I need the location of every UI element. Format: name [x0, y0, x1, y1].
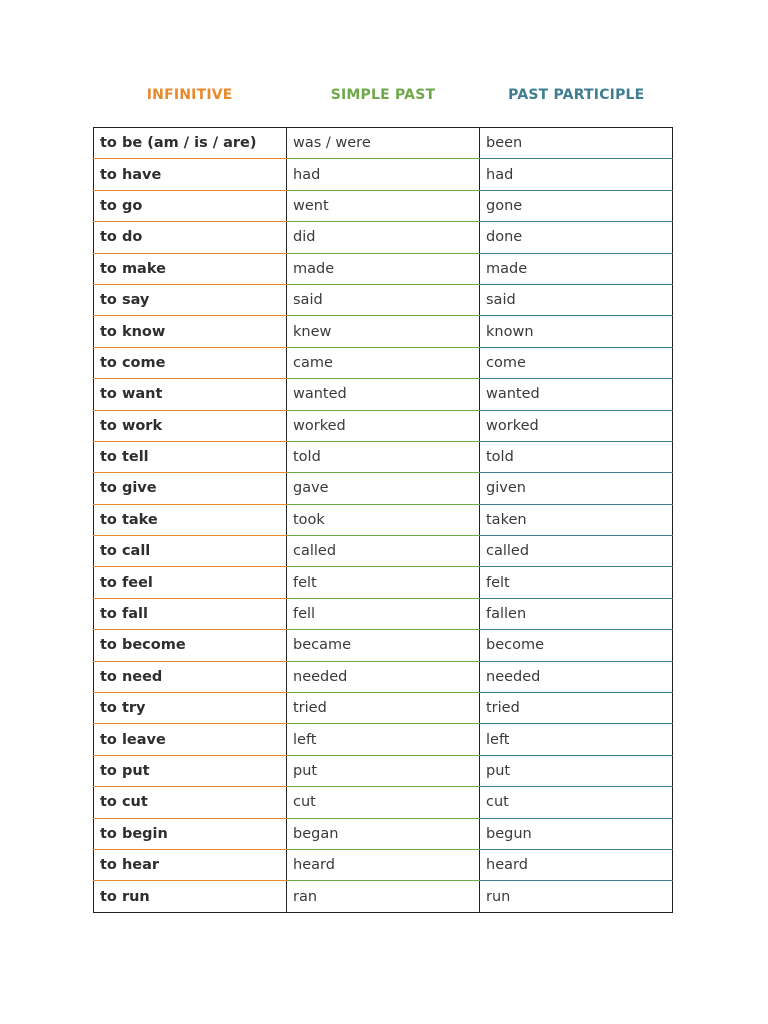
table-row — [94, 818, 673, 849]
verb-table — [93, 127, 673, 913]
cell-simple-past: heard — [287, 849, 480, 880]
cell-simple-past: called — [287, 536, 480, 567]
cell-infinitive: to do — [94, 222, 287, 253]
table-row — [94, 630, 673, 661]
cell-infinitive: to come — [94, 347, 287, 378]
header-simple-past: SIMPLE PAST — [330, 87, 436, 103]
table-row — [94, 441, 673, 472]
cell-infinitive: to feel — [94, 567, 287, 598]
header-past-participle: PAST PARTICIPLE — [508, 87, 645, 103]
cell-infinitive: to try — [94, 693, 287, 724]
cell-past-participle: given — [480, 473, 673, 504]
table-row — [94, 536, 673, 567]
cell-simple-past: cut — [287, 787, 480, 818]
cell-infinitive: to need — [94, 661, 287, 692]
cell-past-participle: tried — [480, 693, 673, 724]
cell-simple-past: worked — [287, 410, 480, 441]
cell-infinitive: to work — [94, 410, 287, 441]
cell-infinitive: to put — [94, 755, 287, 786]
table-row — [94, 787, 673, 818]
cell-past-participle: done — [480, 222, 673, 253]
cell-past-participle: known — [480, 316, 673, 347]
cell-simple-past: began — [287, 818, 480, 849]
cell-simple-past: told — [287, 441, 480, 472]
table-row — [94, 598, 673, 629]
cell-simple-past: took — [287, 504, 480, 535]
cell-simple-past: left — [287, 724, 480, 755]
cell-past-participle: felt — [480, 567, 673, 598]
cell-simple-past: ran — [287, 881, 480, 912]
cell-simple-past: put — [287, 755, 480, 786]
cell-past-participle: heard — [480, 849, 673, 880]
cell-past-participle: taken — [480, 504, 673, 535]
cell-past-participle: had — [480, 159, 673, 190]
cell-simple-past: was / were — [287, 128, 480, 159]
cell-simple-past: needed — [287, 661, 480, 692]
cell-past-participle: left — [480, 724, 673, 755]
cell-simple-past: gave — [287, 473, 480, 504]
cell-simple-past: had — [287, 159, 480, 190]
table-row — [94, 347, 673, 378]
table-row — [94, 190, 673, 221]
cell-infinitive: to be (am / is / are) — [94, 128, 287, 159]
cell-past-participle: called — [480, 536, 673, 567]
cell-infinitive: to want — [94, 379, 287, 410]
table-row — [94, 473, 673, 504]
cell-simple-past: went — [287, 190, 480, 221]
cell-past-participle: gone — [480, 190, 673, 221]
cell-simple-past: wanted — [287, 379, 480, 410]
cell-infinitive: to call — [94, 536, 287, 567]
cell-infinitive: to leave — [94, 724, 287, 755]
table-row — [94, 253, 673, 284]
cell-simple-past: said — [287, 284, 480, 315]
table-row — [94, 693, 673, 724]
cell-simple-past: came — [287, 347, 480, 378]
table-row — [94, 567, 673, 598]
cell-past-participle: come — [480, 347, 673, 378]
cell-infinitive: to go — [94, 190, 287, 221]
header-infinitive: INFINITIVE — [146, 87, 233, 103]
cell-infinitive: to tell — [94, 441, 287, 472]
cell-infinitive: to begin — [94, 818, 287, 849]
cell-past-participle: cut — [480, 787, 673, 818]
cell-past-participle: become — [480, 630, 673, 661]
cell-past-participle: begun — [480, 818, 673, 849]
cell-infinitive: to say — [94, 284, 287, 315]
cell-past-participle: run — [486, 888, 511, 905]
table-row — [94, 849, 673, 880]
cell-past-participle: put — [480, 755, 673, 786]
cell-simple-past: knew — [287, 316, 480, 347]
table-row — [94, 724, 673, 755]
cell-infinitive: to have — [94, 159, 287, 190]
cell-infinitive: to take — [94, 504, 287, 535]
cell-simple-past: fell — [287, 598, 480, 629]
cell-past-participle: said — [480, 284, 673, 315]
table-row — [94, 379, 673, 410]
cell-past-participle: wanted — [480, 379, 673, 410]
cell-simple-past: made — [287, 253, 480, 284]
column-headers — [93, 87, 673, 103]
cell-past-participle: fallen — [480, 598, 673, 629]
cell-past-participle: made — [480, 253, 673, 284]
table-row — [94, 504, 673, 535]
verb-table-body — [94, 128, 673, 913]
cell-infinitive: to cut — [94, 787, 287, 818]
cell-infinitive: to run — [94, 881, 287, 912]
table-row — [94, 128, 673, 159]
table-row — [94, 284, 673, 315]
cell-past-participle: told — [480, 441, 673, 472]
table-row — [94, 159, 673, 190]
cell-simple-past: became — [287, 630, 480, 661]
cell-simple-past: felt — [287, 567, 480, 598]
table-row — [94, 410, 673, 441]
cell-infinitive: to fall — [94, 598, 287, 629]
cell-infinitive: to hear — [94, 849, 287, 880]
cell-past-participle: worked — [480, 410, 673, 441]
table-row — [94, 881, 673, 912]
table-row — [94, 316, 673, 347]
cell-infinitive: to make — [94, 253, 287, 284]
cell-infinitive: to give — [94, 473, 287, 504]
cell-simple-past: did — [287, 222, 480, 253]
cell-infinitive: to know — [94, 316, 287, 347]
cell-infinitive: to become — [94, 630, 287, 661]
table-row — [94, 661, 673, 692]
cell-past-participle: been — [480, 128, 673, 159]
cell-past-participle: needed — [480, 661, 673, 692]
table-row — [94, 755, 673, 786]
cell-simple-past: tried — [287, 693, 480, 724]
table-row — [94, 222, 673, 253]
